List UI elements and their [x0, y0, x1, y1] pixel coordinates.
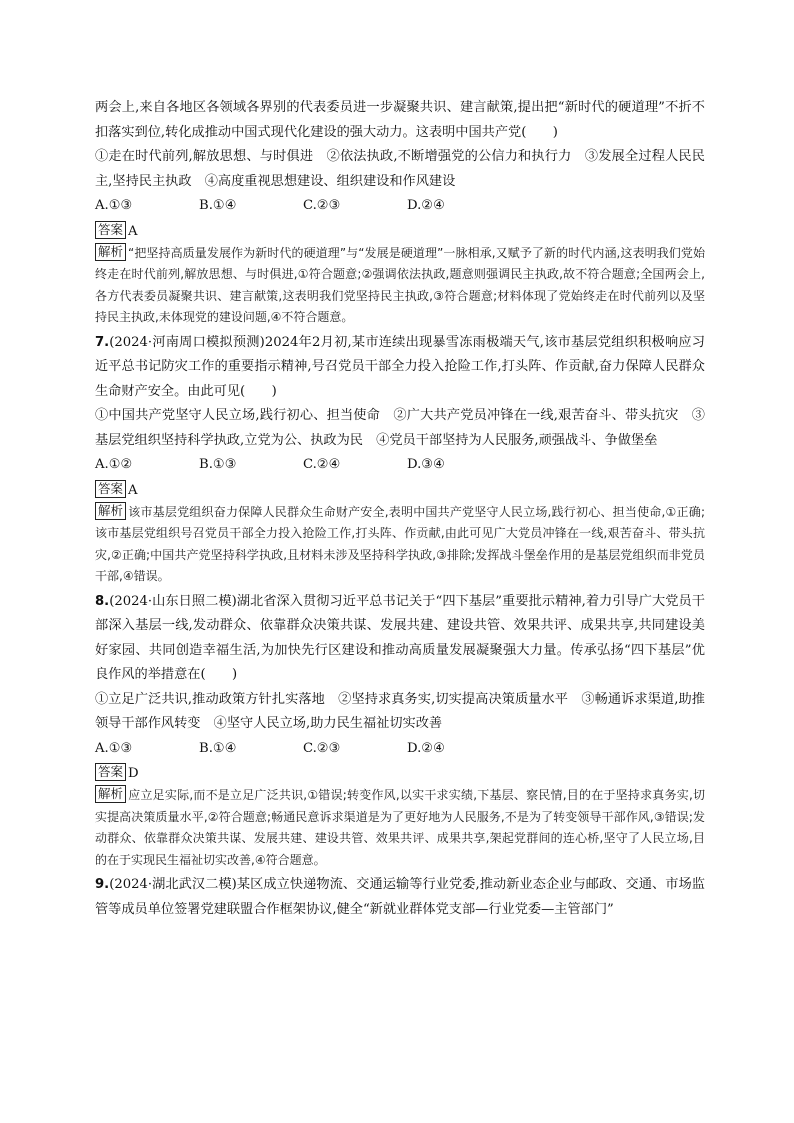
question-items: ①走在时代前列,解放思想、与时俱进 ②依法执政,不断增强党的公信力和执行力 ③发展全过程人民民主,坚持民主执政 ④高度重视思想建设、组织建设和作风建设	[95, 149, 705, 189]
question-source: (2024·河南周口模拟预测)	[109, 334, 265, 350]
question-7	[95, 331, 705, 588]
explanation-text: 应立足实际,而不是立足广泛共识,①错误;转变作风,以实干求实绩,下基层、察民情,目的在于坚持求真务实,切实提高决策质量水平,②符合题意;畅通民意诉求渠道是为了更好地为人民服务,不是为了转变领导干部作风,③错误;发动群众、依靠群众决策共谋、发展共建、建设共管、效果共评、成果共享,架起党群间的连心桥,坚守了人民立场,目的在于实现民生福祉切实改善,④符合题意。	[95, 788, 705, 867]
explanation-text: 该市基层党组织奋力保障人民群众生命财产安全,表明中国共产党坚守人民立场,践行初心、担当使命,①正确;该市基层党组织号召党员干部全力投入抢险工作,打头阵、作贡献,由此可见广大党员冲锋在一线,艰苦奋斗、带头抗灾,②正确;中国共产党坚持科学执政,且材料未涉及坚持科学执政,③排除;发挥战斗堡垒作用的是基层党组织而非党员干部,④错误。	[95, 504, 705, 583]
document-page	[95, 96, 705, 922]
question-items: ①立足广泛共识,推动政策方针扎实落地 ②坚持求真务实,切实提高决策质量水平 ③畅通诉求渠道,助推领导干部作风转变 ④坚守人民立场,助力民生福祉切实改善	[95, 691, 705, 731]
question-items: ①中国共产党坚守人民立场,践行初心、担当使命 ②广大共产党员冲锋在一线,艰苦奋斗、带头抗灾 ③基层党组织坚持科学执政,立党为公、执政为民 ④党员干部坚持为人民服务,顽强战斗、争做堡垒	[95, 408, 705, 448]
option-c: C.②④	[303, 457, 341, 472]
option-a: A.①②	[95, 457, 133, 472]
explanation	[95, 502, 705, 588]
option-a: A.①③	[95, 198, 133, 213]
explanation	[95, 243, 705, 329]
option-c: C.②③	[303, 198, 341, 213]
question-source: (2024·山东日照二模)	[109, 593, 237, 609]
question-stem	[95, 590, 705, 688]
explanation-label: 解析	[95, 243, 126, 261]
answer-value: D	[128, 766, 139, 781]
answer-line	[95, 763, 705, 785]
answer-options	[95, 737, 705, 762]
option-a: A.①③	[95, 740, 133, 756]
question-number: 9.	[95, 877, 110, 892]
option-d: D.②④	[407, 198, 445, 213]
question-number: 8.	[95, 593, 110, 609]
question-number: 7.	[95, 334, 110, 350]
question-source: (2024·湖北武汉二模)	[109, 877, 237, 892]
option-b: B.①④	[199, 740, 237, 756]
question-stem-text: 湖北省深入贯彻习近平总书记关于“四下基层”重要批示精神,着力引导广大党员干部深入基层一线,发动群众、依靠群众决策共谋、发展共建、建设共管、效果共评、成果共享,共同建设美好家园、共同创造幸福生活,为加快先行区建设和推动高质量发展凝聚强大力量。传承弘扬“四下基层”优良作风的举措意在( )	[95, 593, 705, 682]
answer-options	[95, 194, 705, 219]
option-c: C.②③	[303, 740, 341, 756]
question-9	[95, 873, 705, 922]
answer-value: A	[128, 223, 138, 239]
answer-line	[95, 221, 705, 243]
answer-label: 答案	[95, 221, 126, 239]
question-8	[95, 590, 705, 872]
explanation	[95, 785, 705, 871]
question-stem: 两会上,来自各地区各领域各界别的代表委员进一步凝聚共识、建言献策,提出把“新时代的硬道理”不折不扣落实到位,转化成推动中国式现代化建设的强大动力。这表明中国共产党( )	[95, 100, 705, 140]
option-d: D.③④	[407, 457, 445, 472]
option-b: B.①③	[199, 457, 237, 472]
question-stem	[95, 873, 705, 922]
question-stem-text: 2024年2月初,某市连续出现暴雪冻雨极端天气,该市基层党组织积极响应习近平总书记防灾工作的重要指示精神,号召党员干部全力投入抢险工作,打头阵、作贡献,奋力保障人民群众生命财产安全。由此可见( )	[95, 334, 705, 399]
explanation-label: 解析	[95, 785, 126, 803]
answer-options	[95, 453, 705, 478]
option-b: B.①④	[199, 198, 237, 213]
option-d: D.②④	[407, 740, 445, 756]
answer-label: 答案	[95, 763, 126, 781]
explanation-text: “把坚持高质量发展作为新时代的硬道理”与“发展是硬道理”一脉相承,又赋予了新的时代内涵,这表明我们党始终走在时代前列,解放思想、与时俱进,①符合题意;②强调依法执政,题意则强调民主执政,故不符合题意;全国两会上,各方代表委员凝聚共识、建言献策,这表明我们党坚持民主执政,③符合题意;材料体现了党始终走在时代前列以及坚持民主执政,未体现党的建设问题,④不符合题意。	[95, 245, 705, 324]
question-stem	[95, 331, 705, 405]
answer-value: A	[128, 482, 138, 498]
explanation-label: 解析	[95, 502, 126, 520]
question-6	[95, 96, 705, 329]
question-stem-text: 某区成立快递物流、交通运输等行业党委,推动新业态企业与邮政、交通、市场监管等成员单位签署党建联盟合作框架协议,健全“新就业群体党支部—行业党委—主管部门”	[95, 877, 705, 917]
answer-line	[95, 480, 705, 502]
answer-label: 答案	[95, 480, 126, 498]
